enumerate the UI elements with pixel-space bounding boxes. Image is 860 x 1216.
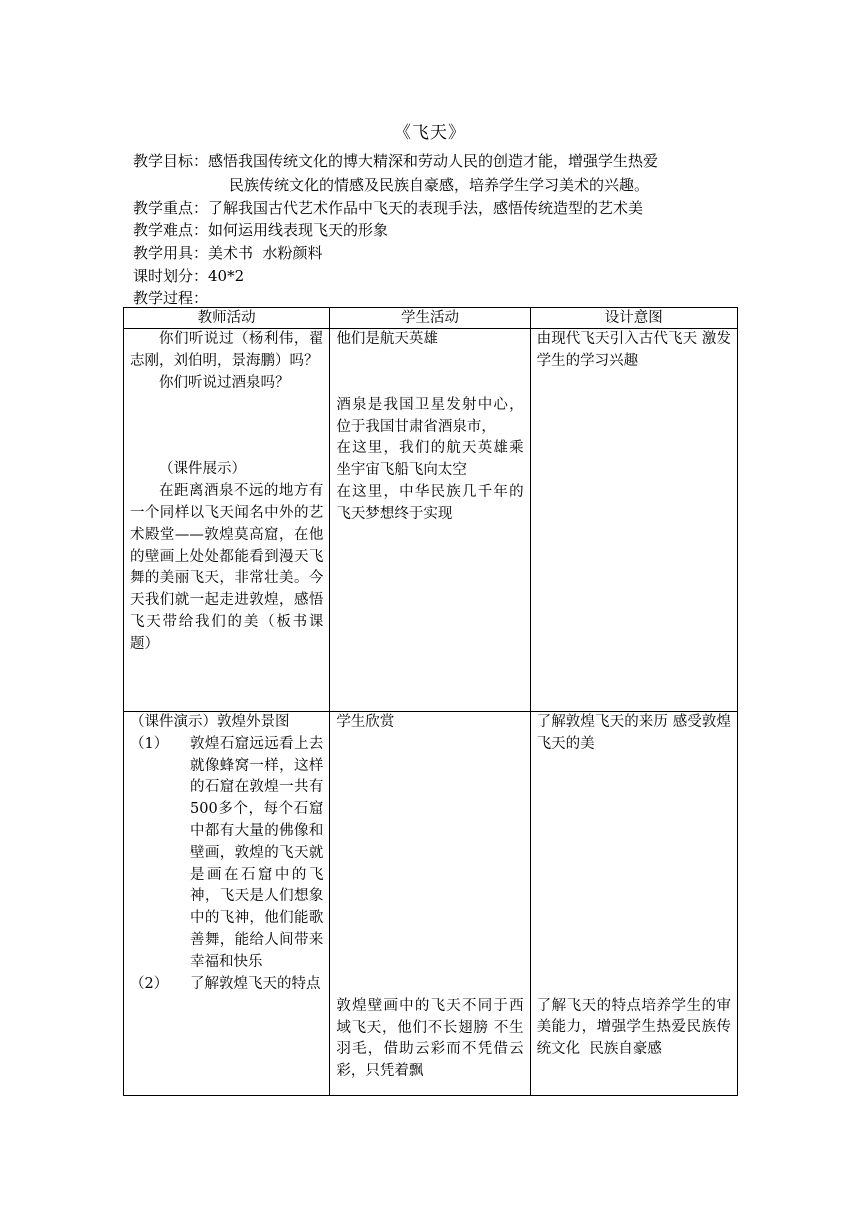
list-item (130, 734, 323, 974)
teacher-cell (124, 329, 330, 712)
teacher-question-2: 你们听说过酒泉吗？ (159, 374, 290, 391)
item-text: 了解敦煌飞天的特点 (190, 975, 321, 992)
teaching-tools (133, 242, 753, 264)
key-label: 教学重点： (133, 199, 209, 217)
student-answer-3: 在这里，我们的航天英雄乘坐宇宙飞船飞向太空 (336, 440, 524, 479)
intent-text-1: 了解敦煌飞天的来历 感受敦煌飞天的美 (536, 714, 731, 752)
table-row (124, 329, 738, 712)
difficulty-label: 教学难点： (133, 221, 209, 239)
header-teacher: 教师活动 (124, 308, 330, 329)
tools-text: 美术书 水粉颜料 (208, 244, 323, 262)
class-hours (133, 265, 753, 287)
teaching-key-point (133, 197, 753, 219)
teaching-goal (133, 150, 753, 172)
page-title: 《飞天》 (394, 123, 466, 143)
teacher-paragraph: 在距离酒泉不远的地方有一个同样以飞天闻名中外的艺术殿堂——敦煌莫高窟，在他的壁画上处处都能看到漫天飞舞的美丽飞天，非常壮美。今天我们就一起走进敦煌，感悟飞天带给我们的美（板书课题） (130, 483, 324, 652)
tools-label: 教学用具： (133, 244, 209, 262)
process-table (123, 307, 738, 1096)
time-label: 课时划分： (133, 267, 209, 285)
teacher-courseware: （课件展示） (159, 461, 246, 478)
teacher-question-1: 你们听说过（杨利伟，翟志刚，刘伯明，景海鹏）吗？ (130, 331, 324, 369)
intent-text-2: 了解飞天的特点培养学生的审美能力，增强学生热爱民族传统文化 民族自豪感 (536, 997, 731, 1058)
student-answer-2: 酒泉是我国卫星发射中心，位于我国甘肃省酒泉市， (336, 396, 524, 435)
teaching-difficulty (133, 219, 753, 241)
student-cell (330, 712, 530, 1096)
student-cell (330, 329, 530, 712)
student-answer-2: 敦煌壁画中的飞天不同于西域飞天，他们不长翅膀 不生羽毛，借助云彩而不凭借云彩，只凭着飘 (336, 997, 524, 1080)
student-answer-1: 学生欣赏 (336, 714, 395, 730)
process-label: 教学过程： (133, 289, 209, 307)
goal-text-line1: 感悟我国传统文化的博大精深和劳动人民的创造才能，增强学生热爱 (208, 152, 659, 170)
table-row (124, 712, 738, 1096)
time-text: 40*2 (208, 267, 245, 285)
teacher-heading: （课件演示）敦煌外景图 (130, 714, 290, 730)
teacher-cell (124, 712, 330, 1096)
item-number: （2） (130, 975, 169, 992)
header-intent: 设计意图 (530, 308, 737, 329)
item-text: 敦煌石窟远远看上去就像蜂窝一样，这样的石窟在敦煌一共有500多个，每个石窟中都有大量的佛像和壁画，敦煌的飞天就是画在石窟中的飞神，飞天是人们想象中的飞神，他们能歌善舞，能给人间带来幸福和快乐 (190, 735, 324, 970)
table-header-row (124, 308, 738, 329)
intent-text: 由现代飞天引入古代飞天 激发学生的学习兴趣 (536, 331, 731, 369)
goal-text-line2: 民族传统文化的情感及民族自豪感，培养学生学习美术的兴趣。 (229, 176, 650, 194)
difficulty-text: 如何运用线表现飞天的形象 (208, 221, 389, 239)
goal-label: 教学目标： (133, 152, 209, 170)
header-student: 学生活动 (330, 308, 530, 329)
item-number: （1） (130, 735, 169, 752)
intent-cell (530, 712, 737, 1096)
key-text: 了解我国古代艺术作品中飞天的表现手法，感悟传统造型的艺术美 (208, 199, 644, 217)
student-answer-4: 在这里，中华民族几千年的飞天梦想终于实现 (336, 483, 524, 522)
intent-cell (530, 329, 737, 712)
student-answer-1: 他们是航天英雄 (336, 331, 438, 347)
list-item (130, 974, 323, 996)
